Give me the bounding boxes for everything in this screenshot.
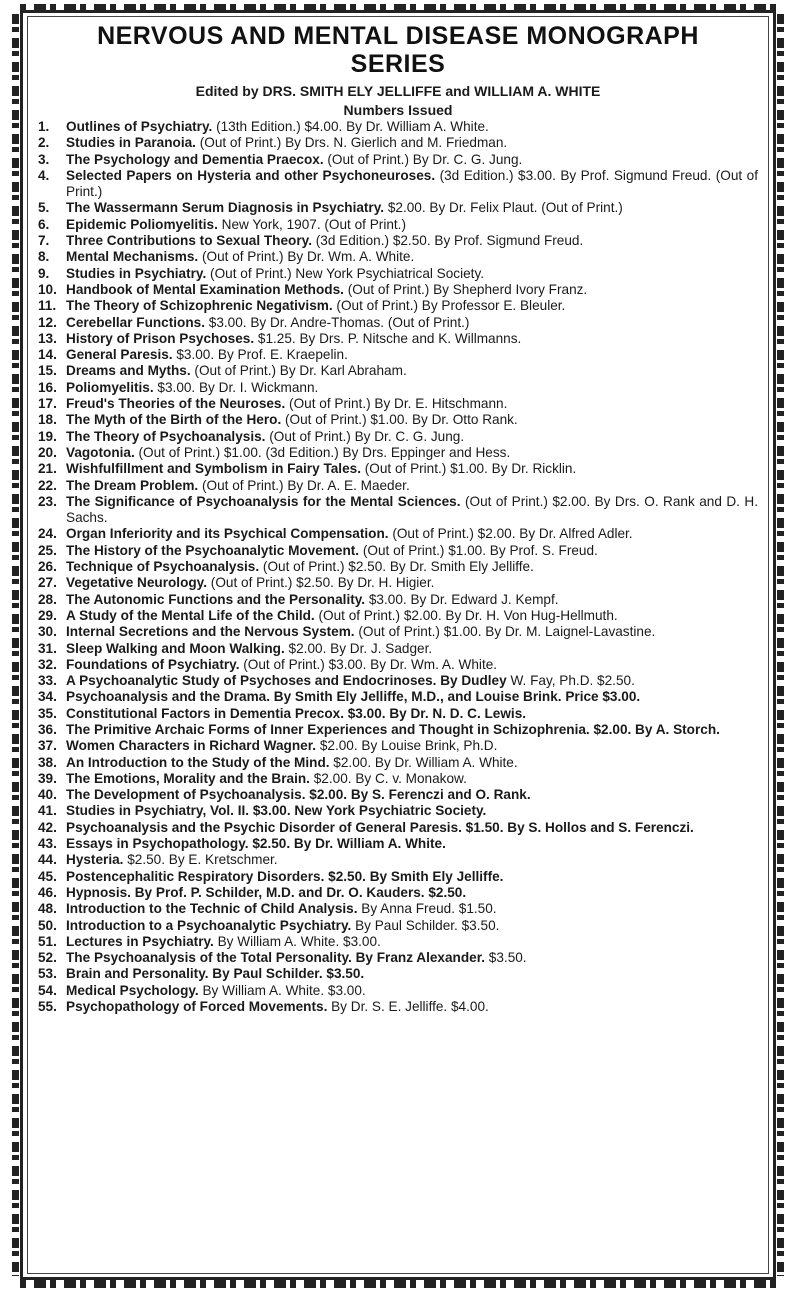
entry-text — [66, 217, 758, 233]
monograph-entry — [38, 559, 758, 575]
entry-details: (Out of Print.) $2.50. By Dr. H. Higier. — [207, 575, 435, 591]
monograph-entry — [38, 315, 758, 331]
monograph-entry — [38, 168, 758, 201]
monograph-entry — [38, 282, 758, 298]
entry-number: 24. — [38, 526, 57, 542]
entry-number: 50. — [38, 917, 57, 933]
monograph-entry — [38, 347, 758, 363]
entry-title: Hypnosis. By Prof. P. Schilder, M.D. and Dr. O. Kauders. $2.50. — [66, 884, 467, 900]
entry-title: Poliomyelitis. — [66, 379, 154, 395]
entry-text — [66, 641, 758, 657]
entry-number: 32. — [38, 656, 57, 672]
monograph-entry — [38, 363, 758, 379]
monograph-entry — [38, 298, 758, 314]
monograph-entry — [38, 429, 758, 445]
entry-number: 3. — [38, 151, 50, 167]
entry-details: (Out of Print.) $2.00. By Dr. H. Von Hug-Hellmuth. — [314, 607, 618, 623]
monograph-entry — [38, 331, 758, 347]
entry-details: $2.50. By E. Kretschmer. — [123, 852, 278, 868]
entry-text — [66, 950, 758, 966]
monograph-entry — [38, 478, 758, 494]
entry-details: By Anna Freud. $1.50. — [357, 901, 497, 917]
entry-details: (Out of Print.) By Dr. Karl Abraham. — [190, 363, 407, 379]
entry-number: 10. — [38, 281, 57, 297]
monograph-entry — [38, 445, 758, 461]
entry-number: 33. — [38, 673, 57, 689]
entry-details: (Out of Print.) $2.00. By Dr. Alfred Adler. — [388, 526, 633, 542]
entry-text — [66, 543, 758, 559]
entry-title: The Psychoanalysis of the Total Personality. By Franz Alexander. — [66, 950, 486, 966]
entry-text — [66, 820, 758, 836]
monograph-entry — [38, 657, 758, 673]
entry-details: (Out of Print.) $1.00. By Dr. Ricklin. — [360, 461, 577, 477]
entry-details: $2.00. By Dr. J. Sadger. — [284, 640, 433, 656]
monograph-entry — [38, 608, 758, 624]
entry-details: New York, 1907. (Out of Print.) — [217, 216, 406, 232]
entry-title: Outlines of Psychiatry. — [66, 119, 213, 134]
entry-details: $2.00. By C. v. Monakow. — [309, 770, 467, 786]
entry-title: Internal Secretions and the Nervous System. — [66, 624, 355, 640]
entry-text — [66, 347, 758, 363]
monograph-entry — [38, 950, 758, 966]
entry-text — [66, 135, 758, 151]
monograph-entry — [38, 722, 758, 738]
entry-text — [66, 559, 758, 575]
entry-title: Studies in Psychiatry, Vol. II. $3.00. New York Psychiatric Society. — [66, 803, 487, 819]
editors-line: Edited by DRS. SMITH ELY JELLIFFE and WILLIAM A. WHITE — [195, 83, 601, 99]
entry-title: The Psychology and Dementia Praecox. — [66, 151, 324, 167]
entry-title: The Development of Psychoanalysis. $2.00. By S. Ferenczi and O. Rank. — [66, 787, 531, 803]
entry-details: (Out of Print.) By Dr. A. E. Maeder. — [198, 477, 410, 493]
entry-number: 25. — [38, 542, 57, 558]
entry-text — [66, 738, 758, 754]
entry-text — [66, 461, 758, 477]
monograph-entry — [38, 249, 758, 265]
monograph-entry — [38, 706, 758, 722]
entry-details: (Out of Print.) By Dr. C. G. Jung. — [265, 428, 465, 444]
entry-title: Women Characters in Richard Wagner. — [66, 738, 317, 754]
entry-number: 12. — [38, 314, 57, 330]
monograph-entry — [38, 885, 758, 901]
entry-text — [66, 722, 758, 738]
entry-title: The Dream Problem. — [66, 477, 199, 493]
entry-title: Cerebellar Functions. — [66, 314, 205, 330]
entry-title: The Theory of Schizophrenic Negativism. — [66, 298, 333, 314]
entry-number: 4. — [38, 167, 50, 183]
entry-text — [66, 852, 758, 868]
entry-number: 7. — [38, 233, 50, 249]
monograph-entry — [38, 266, 758, 282]
entry-number: 46. — [38, 884, 57, 900]
entry-title: The Theory of Psychoanalysis. — [66, 428, 266, 444]
entry-title: Vegetative Neurology. — [66, 575, 208, 591]
entry-number: 51. — [38, 933, 57, 949]
entry-details: $1.25. By Drs. P. Nitsche and K. Willmanns. — [254, 330, 522, 346]
entry-number: 13. — [38, 330, 57, 346]
entry-number: 14. — [38, 347, 57, 363]
entry-number: 6. — [38, 216, 50, 232]
entry-number: 53. — [38, 966, 57, 982]
decorative-right-border — [777, 14, 784, 1276]
entry-details: $3.00. By Dr. Edward J. Kempf. — [365, 591, 559, 607]
entry-text — [66, 412, 758, 428]
monograph-entry — [38, 396, 758, 412]
entry-details: W. Fay, Ph.D. $2.50. — [506, 673, 635, 689]
entry-number: 35. — [38, 705, 57, 721]
entry-details: (Out of Print.) $1.00. By Dr. Otto Rank. — [281, 412, 518, 428]
entry-title: Medical Psychology. — [66, 982, 199, 998]
monograph-entry — [38, 233, 758, 249]
entry-details: (Out of Print.) By Shepherd Ivory Franz. — [343, 281, 588, 297]
entry-title: Epidemic Poliomyelitis. — [66, 216, 218, 232]
entry-number: 48. — [38, 901, 57, 917]
entry-text — [66, 445, 758, 461]
entry-text — [66, 494, 758, 527]
entry-text — [66, 119, 758, 135]
monograph-entry — [38, 200, 758, 216]
entry-text — [66, 282, 758, 298]
entry-number: 45. — [38, 868, 57, 884]
entry-text — [66, 266, 758, 282]
entry-details: (Out of Print.) $1.00. By Prof. S. Freud. — [359, 542, 598, 558]
entry-number: 29. — [38, 607, 57, 623]
entry-text — [66, 787, 758, 803]
entry-details: By Dr. S. E. Jelliffe. $4.00. — [327, 999, 489, 1015]
entry-number: 28. — [38, 591, 57, 607]
monograph-entry — [38, 803, 758, 819]
entry-title: The Wassermann Serum Diagnosis in Psychiatry. — [66, 200, 385, 216]
entry-text — [66, 901, 758, 917]
entry-details: (Out of Print.) By Professor E. Bleuler. — [332, 298, 566, 314]
entry-number: 9. — [38, 265, 50, 281]
entry-text — [66, 380, 758, 396]
entry-number: 19. — [38, 428, 57, 444]
entry-number: 44. — [38, 852, 57, 868]
monograph-entry — [38, 575, 758, 591]
entry-title: Technique of Psychoanalysis. — [66, 559, 260, 575]
entry-details: $3.00. By Prof. E. Kraepelin. — [172, 347, 348, 363]
entry-title: Mental Mechanisms. — [66, 249, 199, 265]
entry-details: (Out of Print.) New York Psychiatrical Society. — [206, 265, 485, 281]
entry-text — [66, 755, 758, 771]
entry-text — [66, 526, 758, 542]
entry-number: 42. — [38, 819, 57, 835]
entry-details: $3.00. By Dr. Andre-Thomas. (Out of Print.) — [205, 314, 470, 330]
entry-text — [66, 331, 758, 347]
entry-details: (Out of Print.) By Dr. C. G. Jung. — [323, 151, 523, 167]
entry-title: Studies in Psychiatry. — [66, 265, 207, 281]
entry-title: A Psychoanalytic Study of Psychoses and Endocrinoses. By Dudley — [66, 673, 507, 689]
entry-text — [66, 673, 758, 689]
entry-title: Postencephalitic Respiratory Disorders. $2.50. By Smith Ely Jelliffe. — [66, 868, 504, 884]
monograph-entry — [38, 380, 758, 396]
entry-details: (Out of Print.) $2.00. By Drs. O. Rank and D. H. Sachs. — [66, 493, 758, 526]
entry-title: General Paresis. — [66, 347, 173, 363]
entry-title: Brain and Personality. By Paul Schilder. $3.50. — [66, 966, 365, 982]
monograph-entry — [38, 999, 758, 1015]
entry-number: 11. — [38, 298, 57, 314]
monograph-entry — [38, 689, 758, 705]
monograph-entry — [38, 412, 758, 428]
entry-title: Vagotonia. — [66, 444, 135, 460]
monograph-entry — [38, 543, 758, 559]
entry-title: Studies in Paranoia. — [66, 135, 196, 151]
title-line-1: NERVOUS AND MENTAL DISEASE MONOGRAPH — [97, 22, 699, 50]
entry-details: (Out of Print.) $1.00. (3d Edition.) By Drs. Eppinger and Hess. — [134, 444, 511, 460]
entry-number: 16. — [38, 379, 57, 395]
entry-title: Dreams and Myths. — [66, 363, 191, 379]
entry-text — [66, 429, 758, 445]
entry-title: An Introduction to the Study of the Mind. — [66, 754, 330, 770]
entry-title: Constitutional Factors in Dementia Precox. $3.00. By Dr. N. D. C. Lewis. — [66, 705, 527, 721]
entry-details: (Out of Print.) $2.50. By Dr. Smith Ely Jelliffe. — [259, 559, 534, 575]
entry-title: The Significance of Psychoanalysis for the Mental Sciences. — [66, 493, 461, 509]
entry-text — [66, 999, 758, 1015]
monograph-entry — [38, 119, 758, 135]
monograph-entry — [38, 934, 758, 950]
entry-number: 55. — [38, 999, 57, 1015]
entry-text — [66, 885, 758, 901]
entry-number: 37. — [38, 738, 57, 754]
monograph-entry — [38, 494, 758, 527]
entry-number: 17. — [38, 396, 57, 412]
entry-title: Sleep Walking and Moon Walking. — [66, 640, 285, 656]
monograph-entry — [38, 966, 758, 982]
entry-text — [66, 315, 758, 331]
entry-number: 18. — [38, 412, 57, 428]
entry-title: The Primitive Archaic Forms of Inner Experiences and Thought in Schizophrenia. $2.00. By A. Storch. — [66, 721, 720, 737]
entry-details: (Out of Print.) By Drs. N. Gierlich and M. Friedman. — [195, 135, 508, 151]
entry-details: $3.00. By Dr. I. Wickmann. — [153, 379, 319, 395]
entry-title: Three Contributions to Sexual Theory. — [66, 233, 312, 249]
entry-text — [66, 608, 758, 624]
entry-text — [66, 624, 758, 640]
entry-text — [66, 689, 758, 705]
monograph-entry — [38, 152, 758, 168]
entry-title: Organ Inferiority and its Psychical Compensation. — [66, 526, 389, 542]
entry-title: Introduction to a Psychoanalytic Psychiatry. — [66, 917, 352, 933]
entry-text — [66, 983, 758, 999]
page-title — [38, 22, 758, 78]
entry-details: $2.00. By Dr. Felix Plaut. (Out of Print.) — [384, 200, 623, 216]
monograph-entry — [38, 771, 758, 787]
entry-number: 20. — [38, 444, 57, 460]
entry-details: (3d Edition.) $2.50. By Prof. Sigmund Freud. — [311, 233, 584, 249]
entry-number: 26. — [38, 559, 57, 575]
entry-title: Foundations of Psychiatry. — [66, 656, 240, 672]
entry-details: (3d Edition.) $3.00. By Prof. Sigmund Freud. (Out of Print.) — [66, 167, 758, 200]
entry-title: Essays in Psychopathology. $2.50. By Dr. William A. White. — [66, 836, 446, 852]
entry-number: 52. — [38, 950, 57, 966]
entry-title: A Study of the Mental Life of the Child. — [66, 607, 315, 623]
entry-number: 41. — [38, 803, 57, 819]
entry-number: 30. — [38, 624, 57, 640]
entry-title: The Emotions, Morality and the Brain. — [66, 770, 310, 786]
entry-text — [66, 706, 758, 722]
entry-details: By William A. White. $3.00. — [198, 982, 366, 998]
entry-title: Handbook of Mental Examination Methods. — [66, 281, 344, 297]
entry-details: (Out of Print.) $3.00. By Dr. Wm. A. White. — [239, 656, 498, 672]
entry-number: 21. — [38, 461, 57, 477]
entry-text — [66, 771, 758, 787]
entry-number: 2. — [38, 135, 50, 151]
entry-number: 36. — [38, 721, 57, 737]
entry-number: 43. — [38, 836, 57, 852]
entry-title: History of Prison Psychoses. — [66, 330, 255, 346]
entry-details: (Out of Print.) $1.00. By Dr. M. Laignel-Lavastine. — [354, 624, 656, 640]
entry-number: 54. — [38, 982, 57, 998]
entry-number: 40. — [38, 787, 57, 803]
entry-title: Selected Papers on Hysteria and other Psychoneuroses. — [66, 167, 436, 183]
entry-text — [66, 592, 758, 608]
entry-text — [66, 966, 758, 982]
monograph-entry — [38, 852, 758, 868]
entry-text — [66, 363, 758, 379]
entry-text — [66, 934, 758, 950]
entry-text — [66, 803, 758, 819]
monograph-list — [38, 119, 758, 1015]
title-line-2: SERIES — [350, 50, 446, 78]
entry-text — [66, 836, 758, 852]
entry-title: The Autonomic Functions and the Personality. — [66, 591, 366, 607]
entry-text — [66, 298, 758, 314]
monograph-entry — [38, 526, 758, 542]
entry-details: (Out of Print.) By Dr. Wm. A. White. — [198, 249, 415, 265]
monograph-entry — [38, 135, 758, 151]
entry-title: Psychopathology of Forced Movements. — [66, 999, 328, 1015]
monograph-entry — [38, 983, 758, 999]
entry-text — [66, 657, 758, 673]
monograph-entry — [38, 755, 758, 771]
monograph-entry — [38, 787, 758, 803]
entry-details: (13th Edition.) $4.00. By Dr. William A. White. — [212, 119, 489, 134]
decorative-left-border — [12, 14, 19, 1276]
entry-text — [66, 478, 758, 494]
entry-text — [66, 152, 758, 168]
monograph-entry — [38, 641, 758, 657]
monograph-entry — [38, 624, 758, 640]
entry-text — [66, 396, 758, 412]
entry-number: 38. — [38, 754, 57, 770]
entry-title: Hysteria. — [66, 852, 124, 868]
entry-number: 5. — [38, 200, 50, 216]
entry-title: Psychoanalysis and the Drama. By Smith Ely Jelliffe, M.D., and Louise Brink. Price $3.00. — [66, 689, 641, 705]
entry-details: $2.00. By Louise Brink, Ph.D. — [316, 738, 498, 754]
entry-details: $2.00. By Dr. William A. White. — [329, 754, 518, 770]
entry-text — [66, 918, 758, 934]
entry-number: 1. — [38, 119, 50, 134]
entry-text — [66, 200, 758, 216]
monograph-entry — [38, 592, 758, 608]
entry-text — [66, 249, 758, 265]
numbers-issued-heading: Numbers Issued — [343, 102, 453, 118]
page-content — [38, 22, 758, 1015]
monograph-entry — [38, 918, 758, 934]
entry-number: 22. — [38, 477, 57, 493]
entry-title: Introduction to the Technic of Child Analysis. — [66, 901, 358, 917]
monograph-entry — [38, 820, 758, 836]
entry-title: The Myth of the Birth of the Hero. — [66, 412, 282, 428]
entry-title: The History of the Psychoanalytic Movement. — [66, 542, 360, 558]
entry-number: 39. — [38, 770, 57, 786]
entry-number: 34. — [38, 689, 57, 705]
monograph-entry — [38, 738, 758, 754]
entry-title: Freud's Theories of the Neuroses. — [66, 396, 286, 412]
entry-details: $3.50. — [485, 950, 527, 966]
entry-text — [66, 233, 758, 249]
entry-title: Wishfulfillment and Symbolism in Fairy Tales. — [66, 461, 361, 477]
entry-title: Psychoanalysis and the Psychic Disorder of General Paresis. $1.50. By S. Hollos and S. Ferenczi. — [66, 819, 694, 835]
entry-details: (Out of Print.) By Dr. E. Hitschmann. — [285, 396, 508, 412]
entry-text — [66, 168, 758, 201]
monograph-entry — [38, 901, 758, 917]
entry-title: Lectures in Psychiatry. — [66, 933, 214, 949]
entry-number: 23. — [38, 493, 57, 509]
monograph-entry — [38, 217, 758, 233]
entry-number: 31. — [38, 640, 57, 656]
monograph-entry — [38, 869, 758, 885]
entry-text — [66, 575, 758, 591]
entry-details: By William A. White. $3.00. — [213, 933, 381, 949]
monograph-entry — [38, 461, 758, 477]
entry-number: 8. — [38, 249, 50, 265]
entry-details: By Paul Schilder. $3.50. — [351, 917, 500, 933]
entry-text — [66, 869, 758, 885]
entry-number: 27. — [38, 575, 57, 591]
monograph-entry — [38, 836, 758, 852]
decorative-bottom-border — [20, 1280, 776, 1288]
monograph-entry — [38, 673, 758, 689]
entry-number: 15. — [38, 363, 57, 379]
